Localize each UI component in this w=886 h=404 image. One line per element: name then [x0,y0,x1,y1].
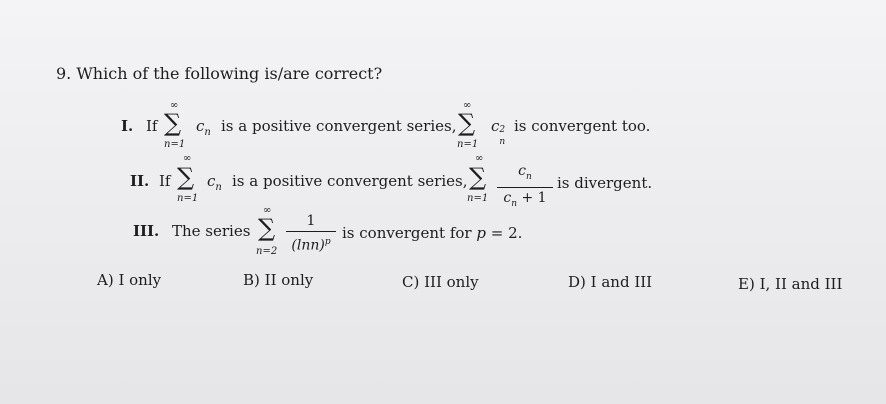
term-c: $c_n$ [207,172,222,193]
option-a[interactable]: A) I only [97,271,162,289]
question-number: 9. [56,64,72,83]
sigma-icon: ∑ [469,163,487,191]
fraction-cn-over-cn-plus-1 [497,162,553,213]
statement-1-end: is convergent too. [514,117,651,135]
fraction-numerator: 1 [306,213,316,229]
sigma-icon: ∑ [164,109,182,137]
fraction-denominator: $c_n + 1$ [503,189,547,209]
sum-upper: ∞ [463,100,472,111]
sum-upper: ∞ [263,205,272,216]
sum-upper: ∞ [475,153,484,164]
fraction-1-over-lnn-p [286,212,336,255]
statement-2-if: If [159,172,171,190]
statement-3-end: is convergent for p = 2. [342,224,523,242]
option-b[interactable]: B) II only [243,271,314,289]
sum-lower: n=1 [457,139,479,150]
question-title [56,64,382,83]
sigma-icon: ∑ [258,214,276,242]
sum-upper: ∞ [170,100,179,111]
question-text: Which of the following is/are correct? [76,64,383,83]
sum-lower: n=1 [164,139,186,150]
option-c[interactable]: C) III only [402,273,479,291]
statement-1-middle: is a positive convergent series, [221,117,457,135]
sum-lower: n=1 [177,193,199,204]
statement-1-label: I. [121,117,134,135]
sigma-icon: ∑ [177,163,195,191]
fraction-denominator: $(\ln n)^p$ [291,237,331,254]
term-c: $c_n$ [196,117,211,138]
sum-lower: n=1 [467,193,489,204]
statement-2-end: is divergent. [557,174,653,192]
statement-2-middle: is a positive convergent series, [232,172,468,190]
option-d[interactable]: D) I and III [568,273,653,291]
sum-lower: n=2 [256,246,278,257]
sum-upper: ∞ [183,153,192,164]
statement-2-label: II. [130,172,150,190]
fraction-bar [497,187,553,188]
statement-3-text: The series [172,222,251,240]
sigma-icon: ∑ [458,109,476,137]
fraction-numerator: $c_n$ [518,163,532,182]
term-c-squared: c 2 n [491,117,506,147]
statement-1-if: If [146,117,158,135]
option-e[interactable]: E) I, II and III [738,275,843,293]
fraction-bar [286,231,336,232]
statement-3-label: III. [133,222,160,240]
